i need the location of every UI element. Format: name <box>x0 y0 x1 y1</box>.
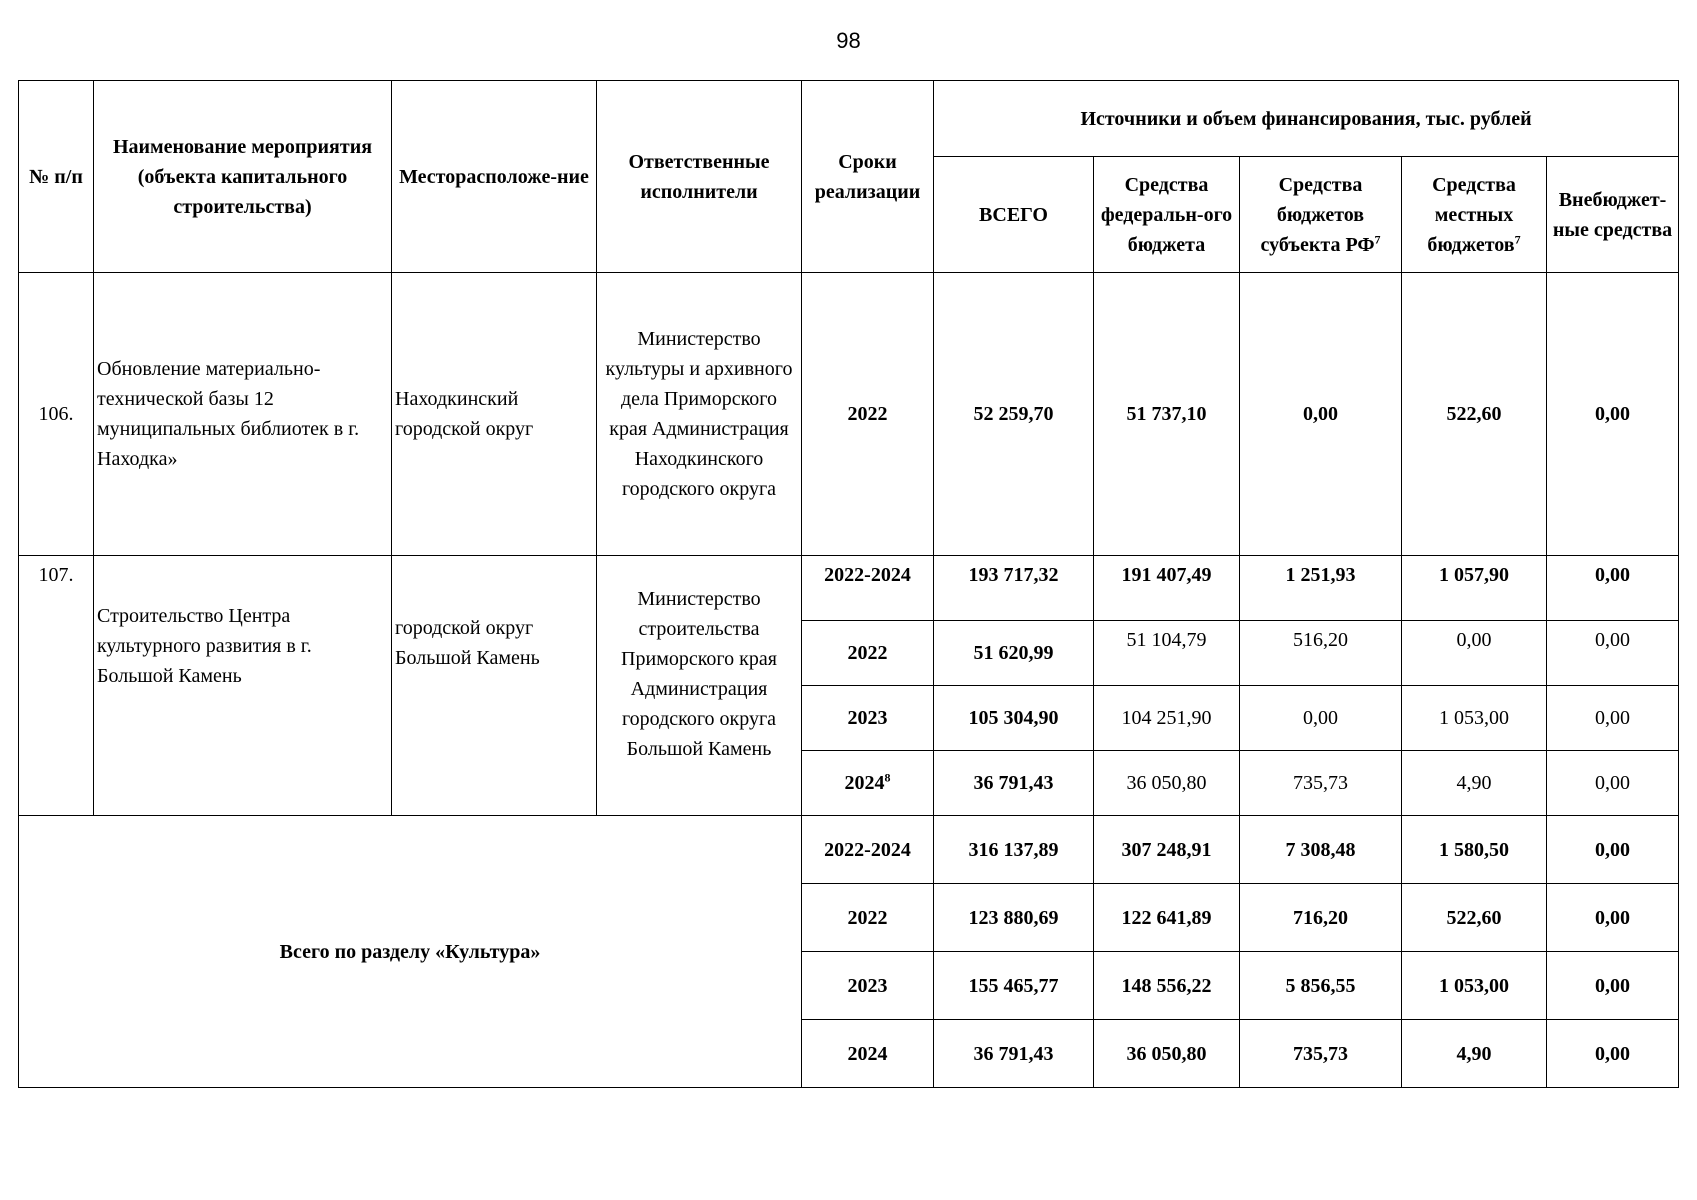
totals-label: Всего по разделу «Культура» <box>19 816 802 1088</box>
totals-row <box>19 816 1679 884</box>
totals-federal: 148 556,22 <box>1094 952 1240 1020</box>
row-local: 522,60 <box>1402 273 1547 556</box>
row-num: 106. <box>19 273 94 556</box>
totals-extra: 0,00 <box>1547 1020 1679 1088</box>
totals-local: 4,90 <box>1402 1020 1547 1088</box>
page-number: 98 <box>836 28 861 53</box>
row-local: 0,00 <box>1402 621 1547 686</box>
row-responsible: Министерство строительства Приморского края Администрация городского округа Большой Камень <box>597 556 802 816</box>
totals-total: 123 880,69 <box>934 884 1094 952</box>
totals-year: 2024 <box>802 1020 934 1088</box>
row-year: 2023 <box>802 686 934 751</box>
row-year: 2022-2024 <box>802 556 934 621</box>
totals-regional: 735,73 <box>1240 1020 1402 1088</box>
row-federal: 36 050,80 <box>1094 751 1240 816</box>
row-federal: 104 251,90 <box>1094 686 1240 751</box>
header-extra: Внебюджет-ные средства <box>1547 157 1679 273</box>
totals-total: 316 137,89 <box>934 816 1094 884</box>
row-regional: 735,73 <box>1240 751 1402 816</box>
totals-total: 36 791,43 <box>934 1020 1094 1088</box>
header-sources: Источники и объем финансирования, тыс. рублей <box>934 81 1679 157</box>
row-local: 1 057,90 <box>1402 556 1547 621</box>
totals-extra: 0,00 <box>1547 816 1679 884</box>
row-location: городской округ Большой Камень <box>392 556 597 816</box>
header-responsible: Ответственные исполнители <box>597 81 802 273</box>
totals-federal: 307 248,91 <box>1094 816 1240 884</box>
row-extra: 0,00 <box>1547 556 1679 621</box>
totals-year: 2022-2024 <box>802 816 934 884</box>
row-regional: 0,00 <box>1240 273 1402 556</box>
table-row <box>19 556 1679 621</box>
header-terms: Сроки реализации <box>802 81 934 273</box>
header-name: Наименование мероприятия (объекта капитального строительства) <box>94 81 392 273</box>
row-year: 2022 <box>802 621 934 686</box>
row-federal: 51 104,79 <box>1094 621 1240 686</box>
row-federal: 51 737,10 <box>1094 273 1240 556</box>
header-num: № п/п <box>19 81 94 273</box>
row-name: Строительство Центра культурного развития в г. Большой Камень <box>94 556 392 816</box>
table-header-row <box>19 81 1679 157</box>
totals-local: 522,60 <box>1402 884 1547 952</box>
totals-federal: 36 050,80 <box>1094 1020 1240 1088</box>
header-local: Средства местных бюджетов$^7$ <box>1402 157 1547 273</box>
totals-year: 2023 <box>802 952 934 1020</box>
row-total: 52 259,70 <box>934 273 1094 556</box>
totals-year: 2022 <box>802 884 934 952</box>
totals-federal: 122 641,89 <box>1094 884 1240 952</box>
row-year: 2022 <box>802 273 934 556</box>
totals-regional: 5 856,55 <box>1240 952 1402 1020</box>
header-location: Месторасположе-ние <box>392 81 597 273</box>
row-name: Обновление материально-технической базы 12 муниципальных библиотек в г. Находка» <box>94 273 392 556</box>
totals-local: 1 580,50 <box>1402 816 1547 884</box>
row-total: 36 791,43 <box>934 751 1094 816</box>
row-federal: 191 407,49 <box>1094 556 1240 621</box>
row-extra: 0,00 <box>1547 621 1679 686</box>
row-extra: 0,00 <box>1547 686 1679 751</box>
table-row <box>19 273 1679 556</box>
row-regional: 1 251,93 <box>1240 556 1402 621</box>
header-regional: Средства бюджетов субъекта $РФ^7$ <box>1240 157 1402 273</box>
row-num: 107. <box>19 556 94 816</box>
totals-extra: 0,00 <box>1547 952 1679 1020</box>
row-extra: 0,00 <box>1547 273 1679 556</box>
totals-total: 155 465,77 <box>934 952 1094 1020</box>
row-extra: 0,00 <box>1547 751 1679 816</box>
row-total: 105 304,90 <box>934 686 1094 751</box>
totals-extra: 0,00 <box>1547 884 1679 952</box>
footnote-mark: 8 <box>884 770 891 785</box>
totals-regional: 716,20 <box>1240 884 1402 952</box>
row-local: 4,90 <box>1402 751 1547 816</box>
row-responsible: Министерство культуры и архивного дела Приморского края Администрация Находкинского городского округа <box>597 273 802 556</box>
header-total: ВСЕГО <box>934 157 1094 273</box>
header-federal: Средства федеральн-ого бюджета <box>1094 157 1240 273</box>
row-total: 193 717,32 <box>934 556 1094 621</box>
totals-regional: 7 308,48 <box>1240 816 1402 884</box>
row-year: 2024$^8$ <box>802 751 934 816</box>
financing-table <box>18 80 1679 1088</box>
row-total: 51 620,99 <box>934 621 1094 686</box>
row-regional: 0,00 <box>1240 686 1402 751</box>
totals-local: 1 053,00 <box>1402 952 1547 1020</box>
row-regional: 516,20 <box>1240 621 1402 686</box>
row-local: 1 053,00 <box>1402 686 1547 751</box>
row-location: Находкинский городской округ <box>392 273 597 556</box>
